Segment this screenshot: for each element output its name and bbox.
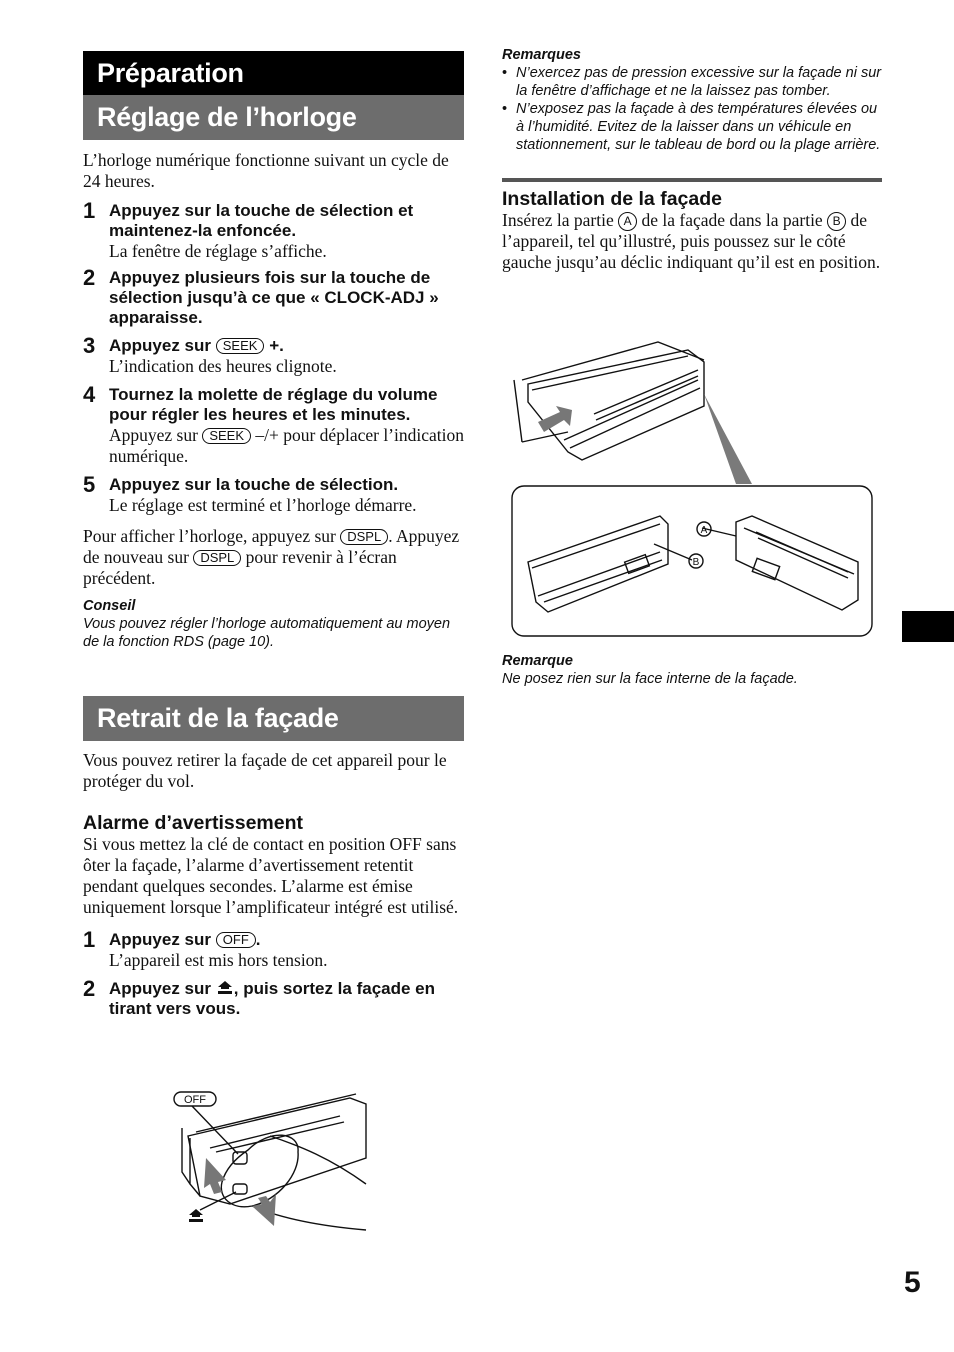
step-title-text: . (255, 930, 261, 949)
off-label: OFF (184, 1094, 206, 1106)
removal-step-2 (83, 976, 464, 1019)
page-number: 5 (904, 1266, 921, 1299)
install-rule (502, 178, 882, 182)
step-number: 1 (83, 198, 96, 223)
step-desc: L’appareil est mis hors tension. (109, 950, 328, 970)
clock-step-5 (83, 472, 464, 516)
display-text: Pour afficher l’horloge, appuyez sur (83, 526, 336, 546)
step-number: 5 (83, 472, 96, 497)
remarks-list (502, 64, 882, 154)
left-column (83, 51, 464, 1019)
install-heading: Installation de la façade (502, 188, 722, 210)
removal-intro: Vous pouvez retirer la façade de cet appareil pour le protéger du vol. (83, 750, 447, 791)
removal-step-1 (83, 927, 464, 971)
dspl-button-label: DSPL (340, 529, 388, 545)
clock-step-2 (83, 265, 464, 328)
step-title (109, 336, 464, 356)
step-desc: La fenêtre de réglage s’affiche. (109, 241, 327, 261)
alarm-text: Si vous mettez la clé de contact en position OFF sans ôter la façade, l’alarme d’avertissement retentit pendant quelques secondes. L’alarme est émise uniquement lorsque l’amplificateur intégré est utilisé. (83, 834, 459, 917)
clock-step-3 (83, 333, 464, 377)
label-a-circle: A (618, 212, 637, 231)
step-number: 1 (83, 927, 96, 952)
step-desc: L’indication des heures clignote. (109, 356, 337, 376)
label-b-circle: B (827, 212, 846, 231)
step-number: 2 (83, 976, 96, 1001)
label-a: A (700, 525, 708, 536)
step-title (109, 930, 464, 950)
step-number: 3 (83, 333, 96, 358)
clock-section-title: Réglage de l’horloge (83, 95, 464, 140)
step-title-text: , puis sortez la façade en tirant vers vous. (109, 979, 436, 1018)
display-clock-text (83, 526, 464, 589)
install-text (502, 210, 882, 273)
section-title: Préparation (83, 51, 464, 95)
release-button-icon (189, 1209, 203, 1222)
clock-step-4 (83, 382, 464, 467)
step-desc-text: Appuyez sur (109, 425, 198, 445)
step-title-text: +. (269, 336, 284, 355)
step-desc (109, 425, 464, 467)
step-title-text: Appuyez sur (109, 979, 212, 998)
faceplate-removal-illustration (170, 1088, 380, 1238)
step-title-text: Appuyez sur (109, 336, 212, 355)
install-text-part: Insérez la partie (502, 210, 614, 230)
step-title: Appuyez sur la touche de sélection et maintenez-la enfoncée. (109, 201, 414, 240)
removal-section-title: Retrait de la façade (83, 696, 464, 741)
release-button-icon (216, 980, 234, 996)
remark-heading: Remarque (502, 653, 573, 669)
install-text-part: de l’appareil, tel qu’illustré, puis poussez sur le côté gauche jusqu’au déclic indiquant qu’il est en position. (502, 210, 881, 272)
install-remark (502, 652, 882, 688)
install-text-part: de la façade dans la partie (641, 210, 823, 230)
seek-button-label: SEEK (202, 428, 251, 444)
remark-text: Ne posez rien sur la face interne de la façade. (502, 671, 798, 687)
alarm-heading: Alarme d’avertissement (83, 812, 304, 834)
step-desc-text: –/+ pour déplacer l’indication numérique. (109, 425, 464, 466)
step-title: Tournez la molette de réglage du volume pour régler les heures et les minutes. (109, 385, 438, 424)
label-b: B (692, 557, 700, 568)
remark-item: • N’exercez pas de pression excessive sur la façade ni sur la fenêtre d’affichage et ne la laissez pas tomber. (502, 64, 882, 100)
seek-button-label: SEEK (216, 338, 265, 354)
off-button-label: OFF (216, 932, 256, 948)
tip-heading: Conseil (83, 598, 136, 614)
clock-intro: L’horloge numérique fonctionne suivant un cycle de 24 heures. (83, 150, 449, 191)
section-tab-marker (902, 611, 954, 642)
remark-item: • N’exposez pas la façade à des températures élevées ou à l’humidité. Evitez de la laisser dans un véhicule en stationnement, sur le tableau de bord ou la plage arrière. (502, 100, 882, 154)
faceplate-installation-illustration (508, 340, 876, 640)
display-text: pour revenir à l’écran précédent. (83, 547, 397, 588)
remarks-heading: Remarques (502, 47, 581, 63)
step-number: 4 (83, 382, 96, 407)
display-text: . Appuyez de nouveau sur (83, 526, 460, 567)
step-title-text: Appuyez sur (109, 930, 212, 949)
step-title: Appuyez plusieurs fois sur la touche de sélection jusqu’à ce que « CLOCK-ADJ » apparaisse. (109, 268, 439, 327)
right-column (502, 46, 882, 273)
step-title: Appuyez sur la touche de sélection. (109, 475, 399, 494)
step-desc: Le réglage est terminé et l’horloge démarre. (109, 495, 417, 515)
clock-step-1 (83, 198, 464, 262)
tip-text: Vous pouvez régler l’horloge automatiquement au moyen de la fonction RDS (page 10). (83, 616, 451, 650)
dspl-button-label: DSPL (193, 550, 241, 566)
step-number: 2 (83, 265, 96, 290)
tip-block (83, 597, 464, 651)
step-title (109, 979, 464, 1019)
